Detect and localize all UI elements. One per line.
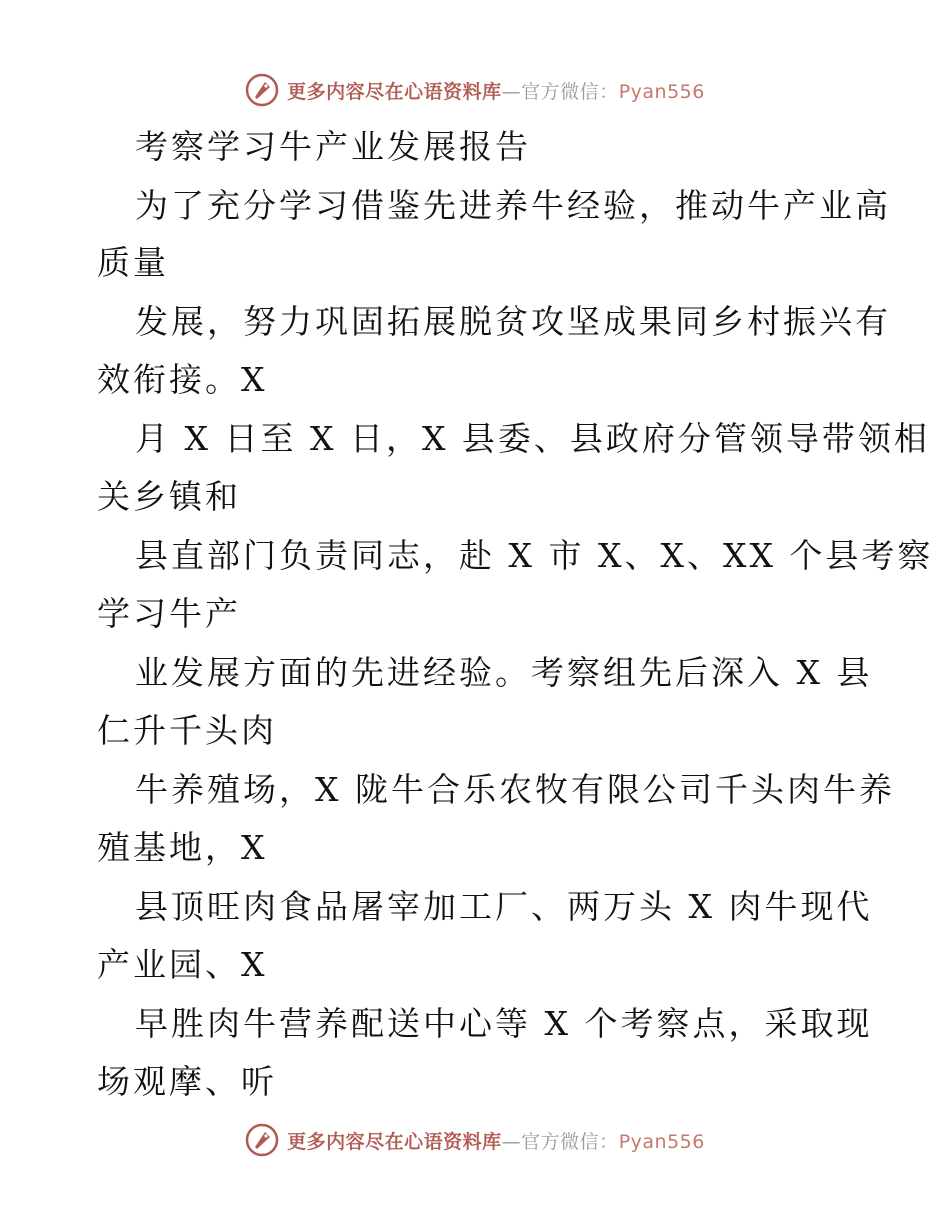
paragraph-line: 产业园、X [97,945,268,984]
paragraph-line: 学习牛产 [97,594,241,633]
paragraph-line: 质量 [97,243,169,282]
paragraph-line: 关乡镇和 [97,477,241,516]
paragraph-line: 业发展方面的先进经验。考察组先后深入 X 县 [135,653,873,692]
paragraph-line: 仁升千头肉 [97,711,277,750]
watermark-main-text: 更多内容尽在心语资料库 [287,80,502,103]
watermark-dash: — [501,1130,522,1153]
watermark-text [287,1127,705,1154]
watermark-wechat-id: Pyan556 [618,80,705,103]
watermark-wechat-label: 官方微信： [521,1130,619,1153]
paragraph-line: 县顶旺肉食品屠宰加工厂、两万头 X 肉牛现代 [135,887,873,926]
watermark-dash: — [501,80,522,103]
watermark-wechat-label: 官方微信： [521,80,619,103]
paragraph-line: 牛养殖场，X 陇牛合乐农牧有限公司千头肉牛养 [135,770,895,809]
paragraph-line: 月 X 日至 X 日，X 县委、县政府分管领导带领相 [135,419,930,458]
watermark-wechat-id: Pyan556 [618,1130,705,1153]
paragraph-line: 发展，努力巩固拓展脱贫攻坚成果同乡村振兴有 [135,302,891,341]
paragraph-line: 县直部门负责同志，赴 X 市 X、X、XX 个县考察 [135,536,934,575]
pen-nib-logo-icon [245,1123,279,1157]
watermark-main-text: 更多内容尽在心语资料库 [287,1130,502,1153]
paragraph-line: 早胜肉牛营养配送中心等 X 个考察点，采取现 [135,1004,873,1043]
footer-watermark-banner [0,1120,950,1160]
paragraph-line: 为了充分学习借鉴先进养牛经验，推动牛产业高 [135,186,891,225]
paragraph-line: 效衔接。X [97,360,268,399]
paragraph-line: 殖基地，X [97,828,268,867]
document-title: 考察学习牛产业发展报告 [135,127,531,166]
paragraph-line: 场观摩、听 [97,1062,277,1101]
